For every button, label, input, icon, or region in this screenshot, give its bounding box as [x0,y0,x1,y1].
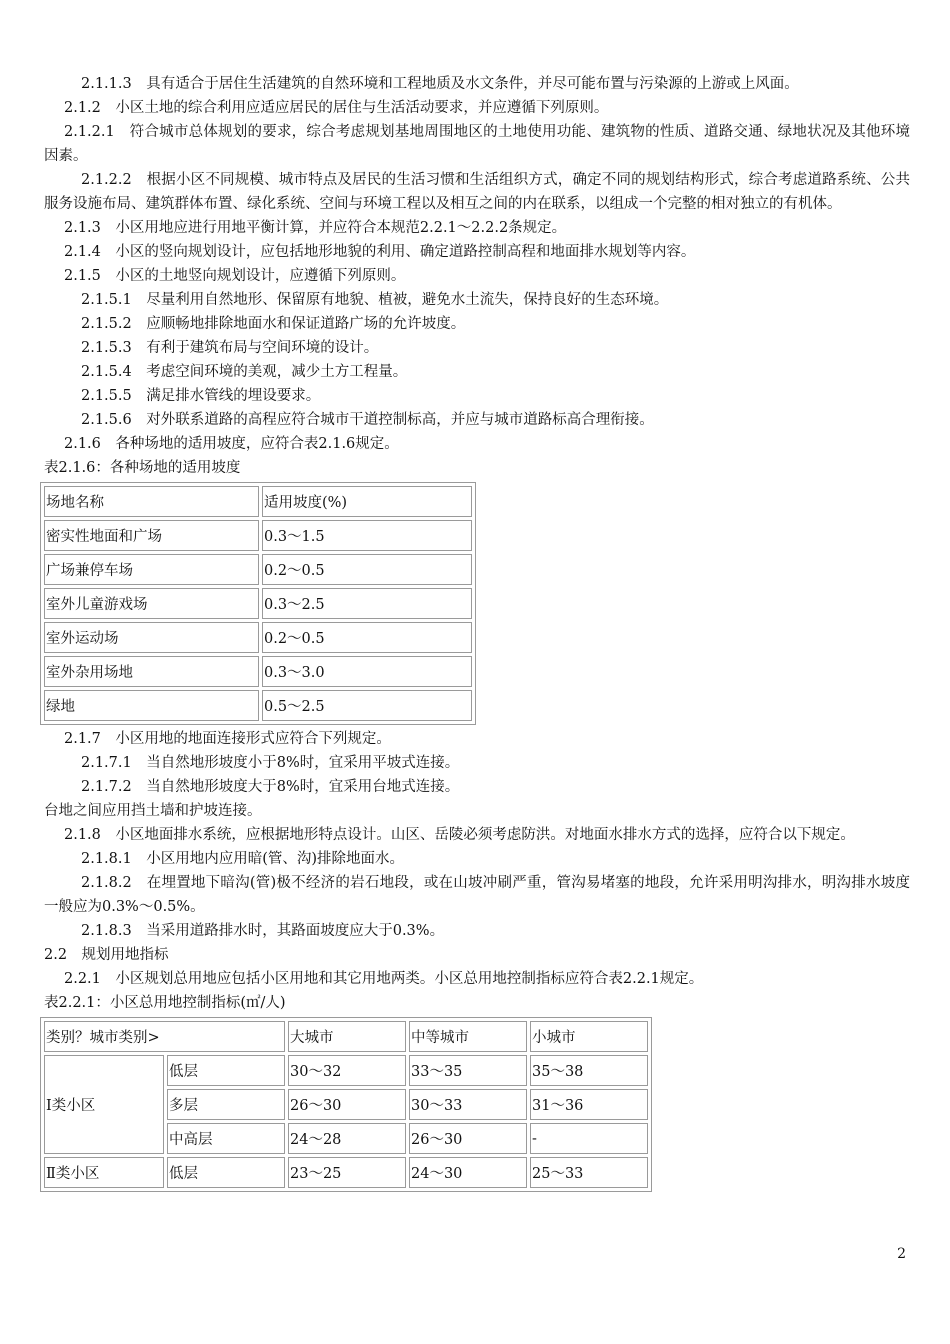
paragraph: 台地之间应用挡土墙和护坡连接。 [44,803,262,819]
paragraph: 2.1.8.2 在埋置地下暗沟(管)极不经济的岩石地段，或在山坡冲刷严重，管沟易堵塞的地段，允许采用明沟排水，明沟排水坡度一般应为0.3%～0.5%。 [44,875,910,915]
site-name-cell: 室外儿童游戏场 [44,588,259,619]
group-label-cell: Ⅰ类小区 [44,1055,164,1154]
paragraph: 2.1.5.3 有利于建筑布局与空间环境的设计。 [81,340,379,356]
table-2-1-6 [40,482,476,725]
paragraph: 2.2.1 小区规划总用地应包括小区用地和其它用地两类。小区总用地控制指标应符合表2.2.1规定。 [64,971,704,987]
table-row [44,622,472,653]
slope-cell: 0.5～2.5 [262,690,472,721]
section-paragraphs-a [44,72,910,456]
table-2-2-1-caption: 表2.2.1：小区总用地控制指标(㎡/人) [44,995,286,1011]
paragraph: 2.1.8.3 当采用道路排水时，其路面坡度应大于0.3%。 [81,923,445,939]
paragraph: 2.1.5.1 尽量利用自然地形、保留原有地貌、植被，避免水土流失，保持良好的生态环境。 [81,292,669,308]
paragraph: 2.1.4 小区的竖向规划设计，应包括地形地貌的利用、确定道路控制高程和地面排水规划等内容。 [64,244,696,260]
value-cell: 24～30 [409,1157,527,1188]
site-name-cell: 室外运动场 [44,622,259,653]
slope-cell: 0.3～2.5 [262,588,472,619]
slope-cell: 0.3～1.5 [262,520,472,551]
site-name-cell: 绿地 [44,690,259,721]
value-cell: 26～30 [409,1123,527,1154]
paragraph: 2.2 规划用地指标 [44,947,169,963]
section-paragraphs-b [44,727,910,991]
paragraph: 2.1.7.2 当自然地形坡度大于8%时，宜采用台地式连接。 [81,779,460,795]
paragraph: 2.1.8 小区地面排水系统，应根据地形特点设计。山区、岳陵必须考虑防洪。对地面水排水方式的选择，应符合以下规定。 [64,827,855,843]
table-corner-cell: 类别？城市类别> [44,1021,285,1052]
value-cell: 31～36 [530,1089,648,1120]
table-2-1-6-caption: 表2.1.6：各种场地的适用坡度 [44,460,241,476]
table-row [44,554,472,585]
paragraph: 2.1.3 小区用地应进行用地平衡计算，并应符合本规范2.2.1～2.2.2条规定。 [64,220,567,236]
table-2-2-1 [40,1017,652,1192]
site-name-cell: 广场兼停车场 [44,554,259,585]
value-cell: 30～32 [288,1055,406,1086]
table-row [44,520,472,551]
table-row [44,1055,648,1086]
paragraph: 2.1.2 小区土地的综合利用应适应居民的居住与生活活动要求，并应遵循下列原则。 [64,100,609,116]
table-header-row [44,1021,648,1052]
site-name-cell: 室外杂用场地 [44,656,259,687]
paragraph: 2.1.2.1 符合城市总体规划的要求，综合考虑规划基地周围地区的土地使用功能、建筑物的性质、道路交通、绿地状况及其他环境因素。 [44,124,910,164]
paragraph: 2.1.5.5 满足排水管线的埋设要求。 [81,388,321,404]
value-cell: - [530,1123,648,1154]
table-row [44,656,472,687]
value-cell: 24～28 [288,1123,406,1154]
paragraph: 2.1.7 小区用地的地面连接形式应符合下列规定。 [64,731,391,747]
site-name-cell: 场地名称 [44,486,259,517]
slope-cell: 0.3～3.0 [262,656,472,687]
document-page [44,72,910,1194]
slope-cell: 适用坡度(%) [262,486,472,517]
table-row [44,690,472,721]
type-cell: 低层 [167,1157,285,1188]
slope-cell: 0.2～0.5 [262,554,472,585]
value-cell: 23～25 [288,1157,406,1188]
header-cell: 大城市 [288,1021,406,1052]
paragraph: 2.1.7.1 当自然地形坡度小于8%时，宜采用平坡式连接。 [81,755,460,771]
table-row [44,1157,648,1188]
paragraph: 2.1.5.4 考虑空间环境的美观，减少土方工程量。 [81,364,408,380]
paragraph: 2.1.5 小区的土地竖向规划设计，应遵循下列原则。 [64,268,406,284]
value-cell: 25～33 [530,1157,648,1188]
table-row [44,588,472,619]
site-name-cell: 密实性地面和广场 [44,520,259,551]
paragraph: 2.1.5.2 应顺畅地排除地面水和保证道路广场的允许坡度。 [81,316,466,332]
value-cell: 26～30 [288,1089,406,1120]
type-cell: 中高层 [167,1123,285,1154]
paragraph: 2.1.5.6 对外联系道路的高程应符合城市干道控制标高，并应与城市道路标高合理衔接。 [81,412,654,428]
paragraph: 2.1.1.3 具有适合于居住生活建筑的自然环境和工程地质及水文条件，并尽可能布置与污染源的上游或上风面。 [81,76,799,92]
paragraph: 2.1.8.1 小区用地内应用暗(管、沟)排除地面水。 [81,851,405,867]
type-cell: 多层 [167,1089,285,1120]
paragraph: 2.1.6 各种场地的适用坡度，应符合表2.1.6规定。 [64,436,399,452]
page-number: 2 [897,1246,906,1262]
table-header-row [44,486,472,517]
header-cell: 中等城市 [409,1021,527,1052]
value-cell: 33～35 [409,1055,527,1086]
value-cell: 30～33 [409,1089,527,1120]
slope-cell: 0.2～0.5 [262,622,472,653]
paragraph: 2.1.2.2 根据小区不同规模、城市特点及居民的生活习惯和生活组织方式，确定不同的规划结构形式，综合考虑道路系统、公共服务设施布局、建筑群体布置、绿化系统、空间与环境工程以及相互之间的内在联系，以组成一个完整的相对独立的有机体。 [44,172,910,212]
header-cell: 小城市 [530,1021,648,1052]
type-cell: 低层 [167,1055,285,1086]
group-label-cell: Ⅱ类小区 [44,1157,164,1188]
value-cell: 35～38 [530,1055,648,1086]
